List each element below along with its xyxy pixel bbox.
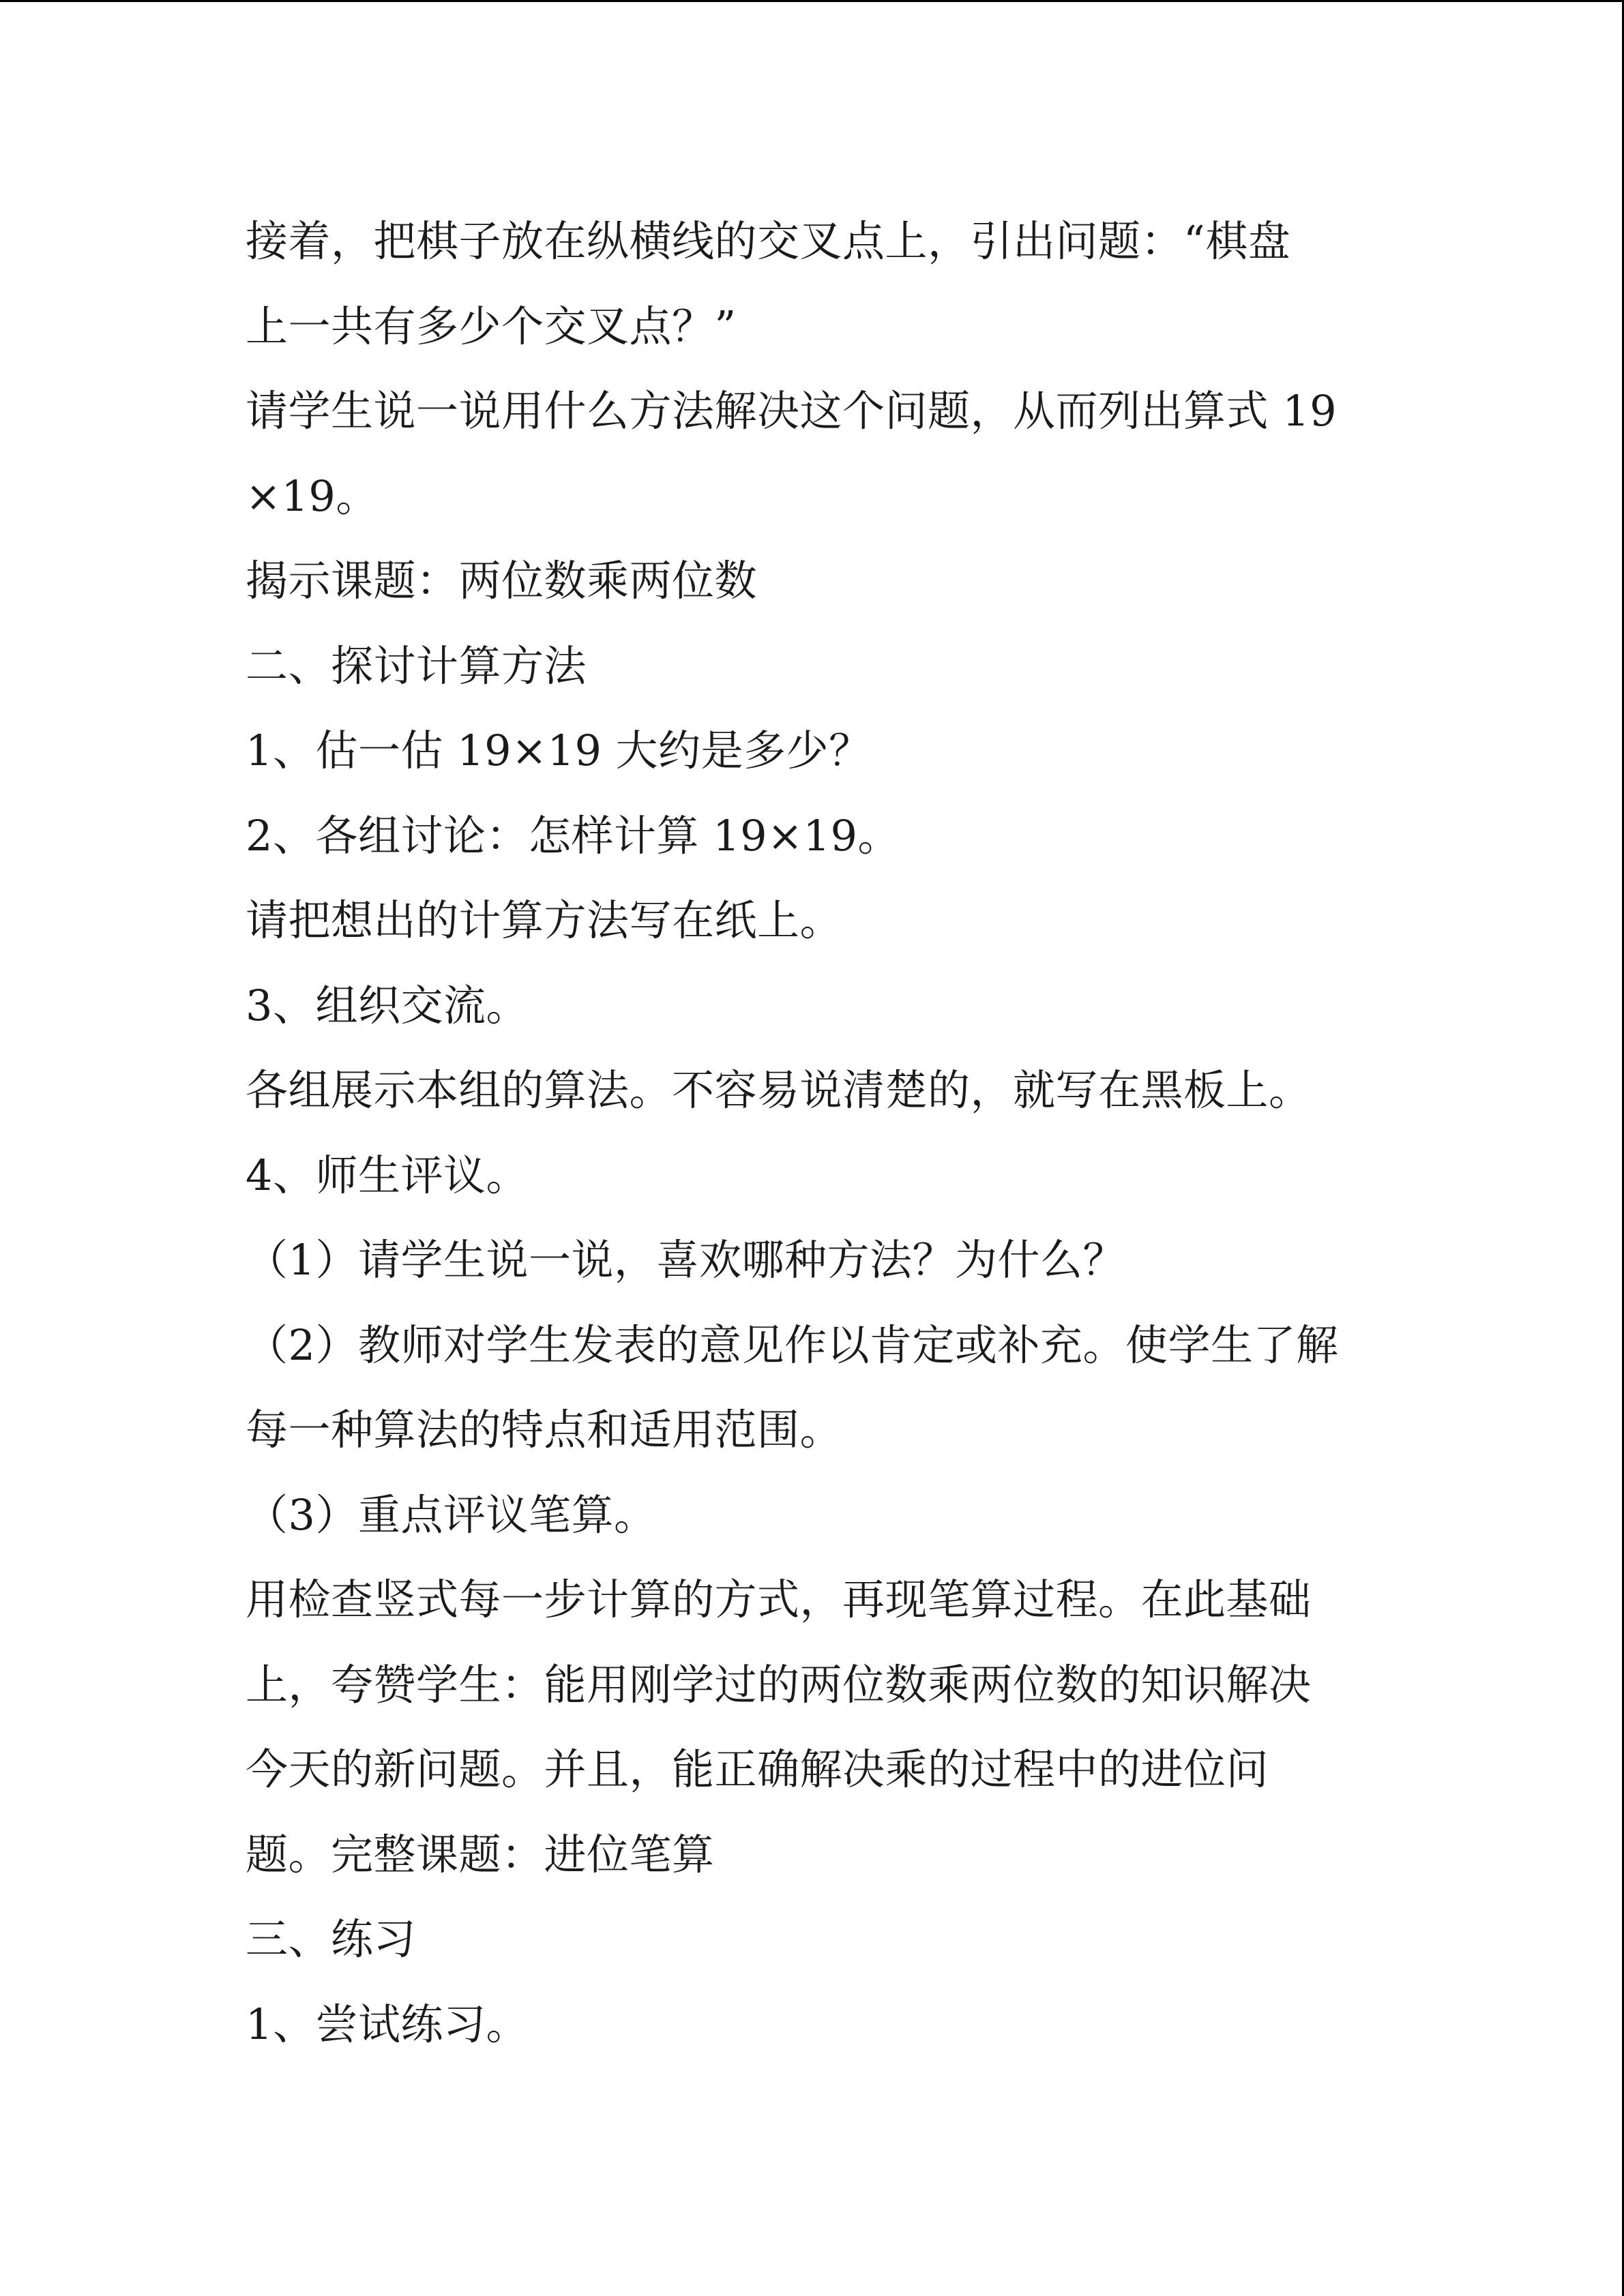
document-body	[246, 199, 1371, 2067]
text-line: ×19。	[246, 471, 379, 521]
text-line: 4、师生评议。	[246, 1150, 529, 1200]
text-line: 今天的新问题。并且，能正确解决乘的过程中的进位问	[246, 1744, 1269, 1794]
text-line: 2、各组讨论：怎样计算 19×19。	[246, 810, 900, 861]
text-line: （2）教师对学生发表的意见作以肯定或补充。使学生了解	[246, 1320, 1339, 1370]
text-line: （3）重点评议笔算。	[246, 1489, 657, 1540]
text-line: 接着，把棋子放在纵横线的交叉点上，引出问题：“棋盘	[246, 216, 1291, 266]
text-line: 上，夸赞学生：能用刚学过的两位数乘两位数的知识解决	[246, 1659, 1312, 1710]
section-heading: 二、探讨计算方法	[246, 640, 587, 691]
section-heading: 三、练习	[246, 1914, 417, 1964]
text-line: （1）请学生说一说，喜欢哪种方法？为什么？	[246, 1235, 1125, 1285]
text-line: 上一共有多少个交叉点？”	[246, 301, 737, 351]
text-line: 各组展示本组的算法。不容易说清楚的，就写在黑板上。	[246, 1065, 1312, 1115]
text-line: 用检查竖式每一步计算的方式，再现笔算过程。在此基础	[246, 1575, 1312, 1624]
text-line: 1、估一估 19×19 大约是多少？	[246, 726, 872, 775]
text-line: 请把想出的计算方法写在纸上。	[246, 895, 843, 945]
text-line: 每一种算法的特点和适用范围。	[246, 1405, 843, 1455]
text-line: 请学生说一说用什么方法解决这个问题，从而列出算式 19	[246, 386, 1338, 436]
text-line: 题。完整课题：进位笔算	[246, 1829, 715, 1879]
text-line: 3、组织交流。	[246, 980, 529, 1030]
text-line: 揭示课题：两位数乘两位数	[246, 556, 758, 606]
text-line: 1、尝试练习。	[246, 1999, 529, 2049]
page-border-top	[0, 0, 1624, 2]
